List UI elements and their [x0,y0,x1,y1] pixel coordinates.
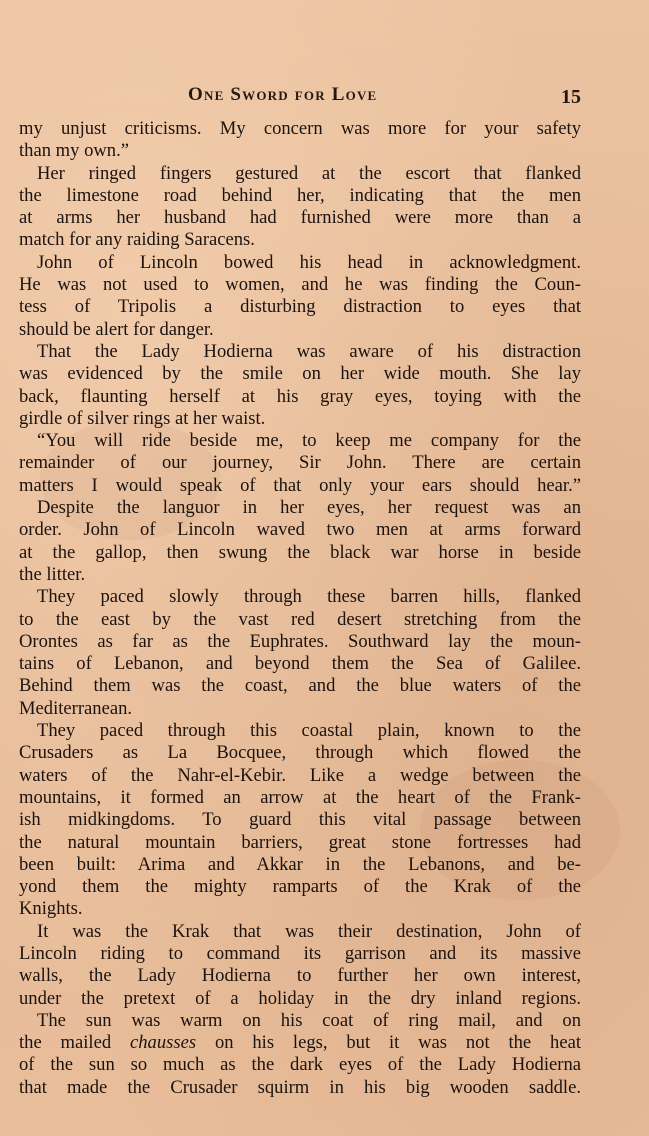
text-line: order. John of Lincoln waved two men at arms forward [19,519,581,541]
text-line: Lincoln riding to command its garrison and its massive [19,942,581,964]
text-line: Despite the languor in her eyes, her request was an [37,497,581,519]
italic-word: chausses [130,1032,197,1054]
text-line: Orontes as far as the Euphrates. Southward lay the moun- [19,630,581,652]
text-line: under the pretext of a holiday in the dry inland regions. [19,987,581,1009]
text-line: They paced through this coastal plain, known to the [37,720,581,742]
text-line: “You will ride beside me, to keep me company for the [37,430,581,452]
text-line: that made the Crusader squirm in his big wooden saddle. [19,1076,581,1098]
text-line: the mailed chausses on his legs, but it was not the heat [19,1032,581,1054]
text-line: at the gallop, then swung the black war horse in beside [19,541,581,563]
running-title: One Sword for Love [188,84,378,105]
text-line: They paced slowly through these barren hills, flanked [37,586,581,608]
text-line: yond them the mighty ramparts of the Krak of the [19,876,581,898]
text-line: was evidenced by the smile on her wide mouth. She lay [19,363,581,385]
text-line: Behind them was the coast, and the blue waters of the [19,675,581,697]
text-line: matters I would speak of that only your ears should hear.” [19,474,581,496]
text-line: to the east by the vast red desert stretching from the [19,608,581,630]
text-line: John of Lincoln bowed his head in acknowledgment. [37,251,581,273]
text-line: the litter. [19,563,86,585]
text-line: match for any raiding Saracens. [19,229,255,251]
text-line: girdle of silver rings at her waist. [19,407,266,429]
running-header [0,84,649,114]
text-line: of the sun so much as the dark eyes of the Lady Hodierna [19,1054,581,1076]
text-line: been built: Arima and Akkar in the Lebanons, and be- [19,853,581,875]
text-line: remainder of our journey, Sir John. There are certain [19,452,581,474]
text-line: Crusaders as La Bocquee, through which flowed the [19,742,581,764]
text-line: ish midkingdoms. To guard this vital passage between [19,809,581,831]
text-line: He was not used to women, and he was finding the Coun- [19,274,581,296]
text-line: tains of Lebanon, and beyond them the Sea of Galilee. [19,653,581,675]
text-line: The sun was warm on his coat of ring mail, and on [37,1009,581,1031]
page-number: 15 [561,86,581,108]
body-text [19,118,581,1099]
text-line: should be alert for danger. [19,318,214,340]
text-line: back, flaunting herself at his gray eyes, toying with the [19,385,581,407]
text-line: Her ringed fingers gestured at the escort that flanked [37,162,581,184]
text-line: the limestone road behind her, indicating that the men [19,184,581,206]
text-line: tess of Tripolis a disturbing distraction to eyes that [19,296,581,318]
text-line: at arms her husband had furnished were more than a [19,207,581,229]
text-line: than my own.” [19,140,129,162]
text-line: mountains, it formed an arrow at the heart of the Frank- [19,786,581,808]
text-line: Knights. [19,898,83,920]
text-line: Mediterranean. [19,697,133,719]
text-line: waters of the Nahr-el-Kebir. Like a wedge between the [19,764,581,786]
text-line: walls, the Lady Hodierna to further her own interest, [19,965,581,987]
text-line: That the Lady Hodierna was aware of his distraction [37,340,581,362]
text-line: my unjust criticisms. My concern was more for your safety [19,118,581,139]
text-line: It was the Krak that was their destination, John of [37,920,581,942]
text-line: the natural mountain barriers, great stone fortresses had [19,831,581,853]
